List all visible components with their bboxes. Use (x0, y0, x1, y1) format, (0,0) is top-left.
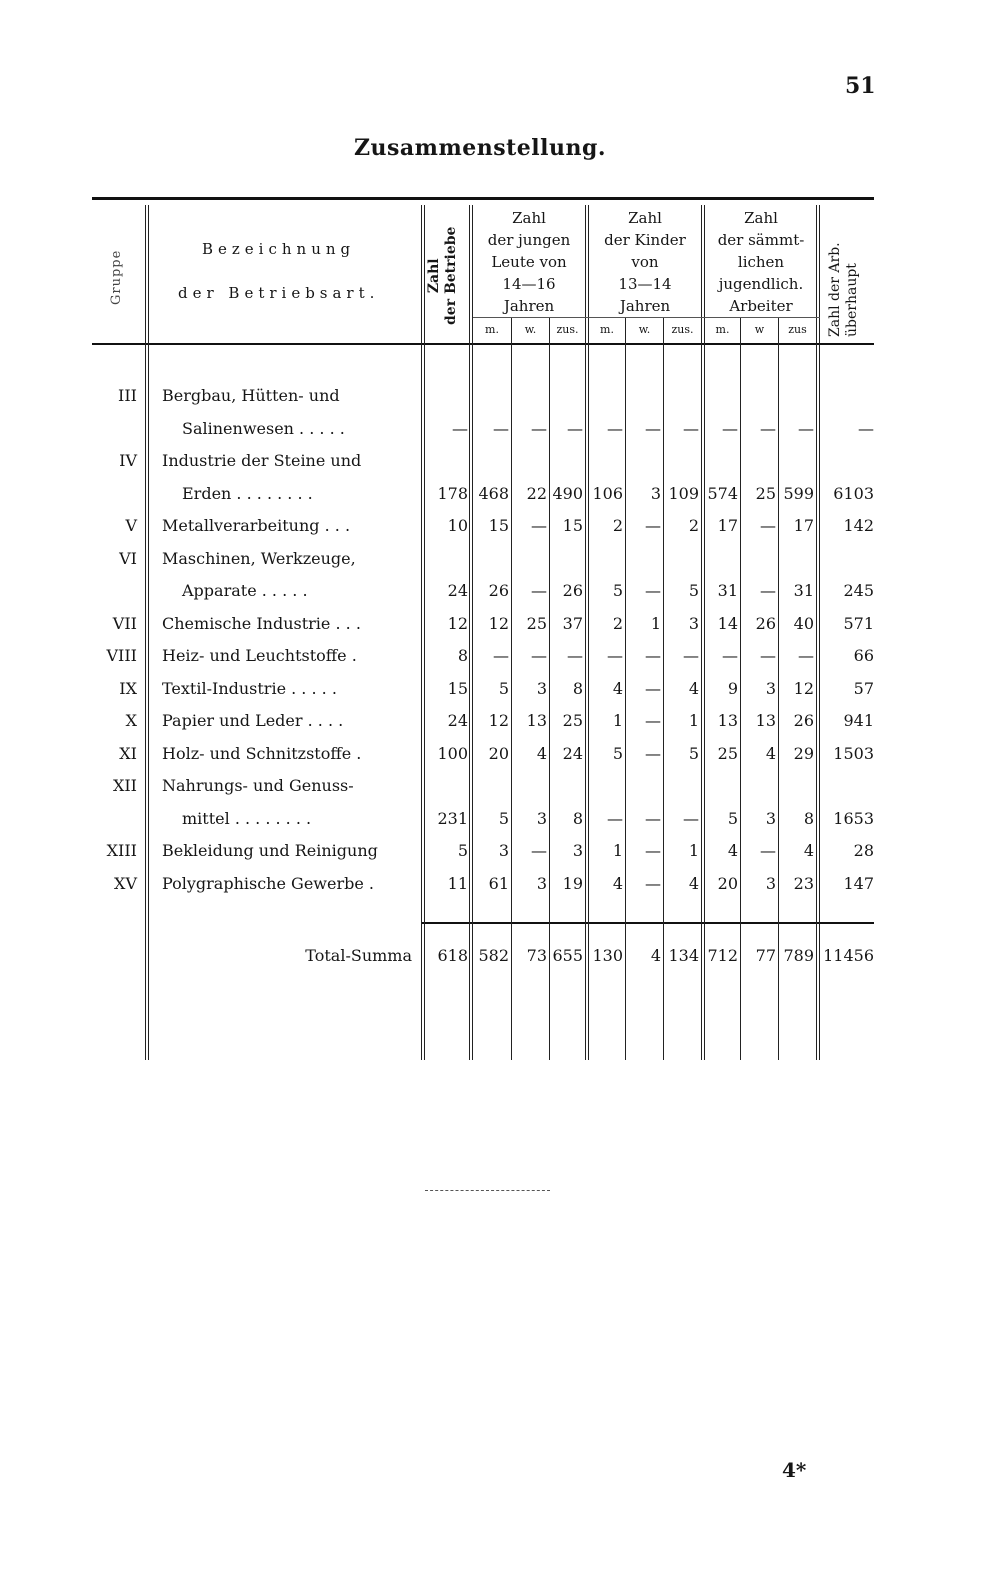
row-gruppe: X (125, 711, 137, 730)
total-top-rule (422, 922, 874, 924)
total-value: 582 (478, 946, 509, 965)
row-value: 37 (562, 613, 583, 633)
row-value: — (452, 418, 468, 438)
total-value: 789 (783, 946, 814, 965)
row-value: 61 (488, 873, 509, 893)
row-value: — (493, 646, 509, 665)
row-value: 1 (612, 711, 623, 730)
row-value: — (858, 418, 874, 438)
row-value: 20 (488, 743, 509, 763)
row-value: — (722, 646, 738, 665)
row-value: 599 (783, 483, 814, 503)
row-value: 25 (717, 743, 738, 763)
subheader-w: w. (638, 323, 651, 336)
row-value: — (760, 841, 776, 860)
row-value: 24 (447, 581, 468, 600)
row-value: 1653 (833, 808, 874, 828)
row-value: 9 (727, 678, 738, 698)
row-value: 490 (552, 483, 583, 503)
row-value: 3 (536, 678, 547, 698)
row-value: 13 (755, 711, 776, 730)
row-value: 100 (437, 743, 468, 763)
row-value: — (645, 646, 661, 665)
col-divider (816, 205, 820, 1060)
row-gruppe: III (118, 386, 137, 405)
row-value: — (607, 808, 623, 828)
row-value: 31 (793, 581, 814, 600)
row-name-cont: Erden . . . . . . . . (182, 483, 313, 503)
row-value: 19 (562, 873, 583, 893)
row-gruppe: IV (119, 451, 137, 470)
row-name: Chemische Industrie . . . (162, 613, 361, 633)
row-value: 26 (793, 711, 814, 730)
row-name: Industrie der Steine und (162, 451, 362, 470)
row-value: — (645, 516, 661, 535)
row-value: — (531, 581, 547, 600)
row-value: 8 (572, 808, 583, 828)
row-value: 4 (803, 841, 814, 860)
decorative-rule (425, 1190, 550, 1191)
row-value: — (567, 646, 583, 665)
row-value: — (493, 418, 509, 438)
total-value: 73 (526, 946, 547, 965)
subheader-m: m. (715, 323, 730, 336)
total-value: 134 (668, 946, 699, 965)
row-gruppe: VIII (106, 646, 137, 665)
row-name: Textil-Industrie . . . . . (162, 678, 337, 698)
subheader-rule (473, 317, 820, 318)
row-value: 4 (688, 678, 699, 698)
row-value: — (567, 418, 583, 438)
row-value: 3 (650, 483, 661, 503)
row-value: 29 (793, 743, 814, 763)
row-value: — (531, 646, 547, 665)
page-number: 51 (845, 73, 876, 99)
row-value: 4 (536, 743, 547, 763)
subheader-zus: zus. (671, 323, 694, 336)
row-value: 1 (688, 841, 699, 860)
row-value: 3 (536, 873, 547, 893)
row-value: 26 (755, 613, 776, 633)
col-divider (421, 205, 425, 1060)
total-label: Total-Summa (305, 946, 412, 965)
row-value: 5 (727, 808, 738, 828)
row-value: 3 (536, 808, 547, 828)
row-gruppe: XV (114, 873, 137, 893)
header-jugend-group: Zahl der jungen Leute von 14—16 Jahren (487, 209, 571, 315)
page-title: Zusammenstellung. (353, 135, 607, 161)
row-value: 574 (707, 483, 738, 503)
row-value: 23 (793, 873, 814, 893)
total-value: 11456 (823, 946, 874, 965)
row-value: 28 (853, 841, 874, 860)
row-value: — (798, 418, 814, 438)
row-gruppe: XIII (106, 841, 137, 860)
row-value: 12 (447, 613, 468, 633)
total-value: 618 (437, 946, 468, 965)
row-value: 2 (612, 516, 623, 535)
row-value: 66 (853, 646, 874, 665)
row-name-cont: mittel . . . . . . . . (182, 808, 312, 828)
row-value: 5 (688, 581, 699, 600)
row-name: Nahrungs- und Genuss- (162, 776, 354, 795)
row-value: — (645, 743, 661, 763)
row-value: 231 (437, 808, 468, 828)
row-value: 11 (447, 873, 468, 893)
row-name: Holz- und Schnitzstoffe . (162, 743, 362, 763)
subheader-zus: zus (788, 323, 807, 336)
subheader-w: w (754, 323, 765, 336)
row-value: 941 (843, 711, 874, 730)
row-value: — (683, 646, 699, 665)
row-value: 1 (688, 711, 699, 730)
row-value: 5 (688, 743, 699, 763)
subheader-m: m. (485, 323, 499, 336)
total-value: 130 (592, 946, 623, 965)
row-value: 25 (526, 613, 547, 633)
header-bezeichnung-line1: Bezeichnung (202, 240, 356, 258)
col-divider (145, 205, 149, 1060)
row-value: 5 (498, 678, 509, 698)
row-value: 12 (793, 678, 814, 698)
row-value: 4 (688, 873, 699, 893)
total-value: 712 (707, 946, 738, 965)
row-gruppe: VI (119, 548, 137, 568)
row-value: 12 (488, 613, 509, 633)
row-value: — (531, 841, 547, 860)
row-value: 178 (437, 483, 468, 503)
header-bottom-rule (92, 343, 874, 345)
row-name: Polygraphische Gewerbe . (162, 873, 374, 893)
row-value: 4 (612, 873, 623, 893)
row-value: 31 (717, 581, 738, 600)
row-value: 5 (457, 841, 468, 860)
row-value: 3 (572, 841, 583, 860)
row-value: — (798, 646, 814, 665)
row-value: — (645, 678, 661, 698)
row-value: 20 (717, 873, 738, 893)
row-value: 13 (717, 711, 738, 730)
header-kinder-group: Zahl der Kinder von 13—14 Jahren (604, 209, 686, 315)
row-gruppe: V (125, 516, 137, 535)
row-name: Papier und Leder . . . . (162, 711, 344, 730)
row-value: 4 (727, 841, 738, 860)
row-value: 3 (765, 678, 776, 698)
row-value: 12 (488, 711, 509, 730)
row-name-cont: Salinenwesen . . . . . (182, 418, 345, 438)
row-value: 15 (447, 678, 468, 698)
row-gruppe: XII (112, 776, 137, 795)
row-gruppe: XI (119, 743, 137, 763)
row-value: — (531, 516, 547, 535)
header-zahl-betriebe: Zahl der Betriebe (426, 226, 459, 325)
row-value: — (645, 808, 661, 828)
subheader-zus: zus. (556, 323, 579, 336)
total-value: 77 (755, 946, 776, 965)
row-value: — (645, 841, 661, 860)
row-value: 2 (612, 613, 623, 633)
row-value: 5 (612, 581, 623, 600)
row-name-cont: Apparate . . . . . (182, 581, 308, 600)
row-value: 4 (612, 678, 623, 698)
row-name: Bekleidung und Reinigung (162, 841, 378, 860)
row-value: — (722, 418, 738, 438)
row-value: 57 (853, 678, 874, 698)
row-value: 106 (592, 483, 623, 503)
row-value: 468 (478, 483, 509, 503)
row-value: 14 (717, 613, 738, 633)
row-value: 26 (562, 581, 583, 600)
row-value: — (760, 646, 776, 665)
row-value: — (760, 516, 776, 535)
row-gruppe: VII (112, 613, 137, 633)
header-gruppe: Gruppe (109, 249, 124, 305)
subheader-w: w. (524, 323, 537, 336)
row-value: — (607, 418, 623, 438)
row-value: — (760, 581, 776, 600)
row-value: 17 (793, 516, 814, 535)
row-value: 109 (668, 483, 699, 503)
row-value: — (683, 418, 699, 438)
row-value: 8 (803, 808, 814, 828)
row-value: 1 (612, 841, 623, 860)
row-value: 3 (765, 808, 776, 828)
row-value: 2 (688, 516, 699, 535)
row-value: 1 (650, 613, 661, 633)
row-value: 22 (526, 483, 547, 503)
row-value: 245 (843, 581, 874, 600)
row-value: — (683, 808, 699, 828)
row-value: 25 (562, 711, 583, 730)
row-value: 40 (793, 613, 814, 633)
row-value: 25 (755, 483, 776, 503)
row-value: — (645, 418, 661, 438)
header-zahl-arbeiter: Zahl der Arb. überhaupt (827, 242, 860, 337)
row-value: 6103 (833, 483, 874, 503)
row-value: 10 (447, 516, 468, 535)
row-value: — (645, 711, 661, 730)
row-value: 142 (843, 516, 874, 535)
row-value: 571 (843, 613, 874, 633)
row-value: 8 (457, 646, 468, 665)
total-value: 4 (650, 946, 661, 965)
row-value: 3 (765, 873, 776, 893)
row-value: 17 (717, 516, 738, 535)
row-value: — (531, 418, 547, 438)
row-value: — (645, 581, 661, 600)
summary-table (92, 197, 874, 1067)
row-value: — (760, 418, 776, 438)
row-value: 3 (688, 613, 699, 633)
row-value: — (607, 646, 623, 665)
row-name: Bergbau, Hütten- und (162, 386, 340, 405)
signature-mark: 4* (782, 1458, 807, 1482)
row-value: 24 (562, 743, 583, 763)
row-value: 24 (447, 711, 468, 730)
row-value: 3 (498, 841, 509, 860)
row-gruppe: IX (119, 678, 137, 698)
row-value: 26 (488, 581, 509, 600)
row-value: 1503 (833, 743, 874, 763)
subheader-m: m. (600, 323, 614, 336)
row-value: 13 (526, 711, 547, 730)
row-name: Metallverarbeitung . . . (162, 516, 351, 535)
row-name: Heiz- und Leuchtstoffe . (162, 646, 357, 665)
row-value: 15 (562, 516, 583, 535)
header-jugendliche-group: Zahl der sämmt- lichen jugendlich. Arbeiter (717, 209, 805, 315)
row-value: 4 (765, 743, 776, 763)
row-value: — (645, 873, 661, 893)
row-value: 8 (572, 678, 583, 698)
row-name: Maschinen, Werkzeuge, (162, 548, 356, 568)
row-value: 147 (843, 873, 874, 893)
table-top-rule (92, 197, 874, 200)
row-value: 5 (498, 808, 509, 828)
header-bezeichnung-line2: der Betriebsart. (178, 284, 380, 302)
row-value: 5 (612, 743, 623, 763)
total-value: 655 (552, 946, 583, 965)
row-value: 15 (488, 516, 509, 535)
